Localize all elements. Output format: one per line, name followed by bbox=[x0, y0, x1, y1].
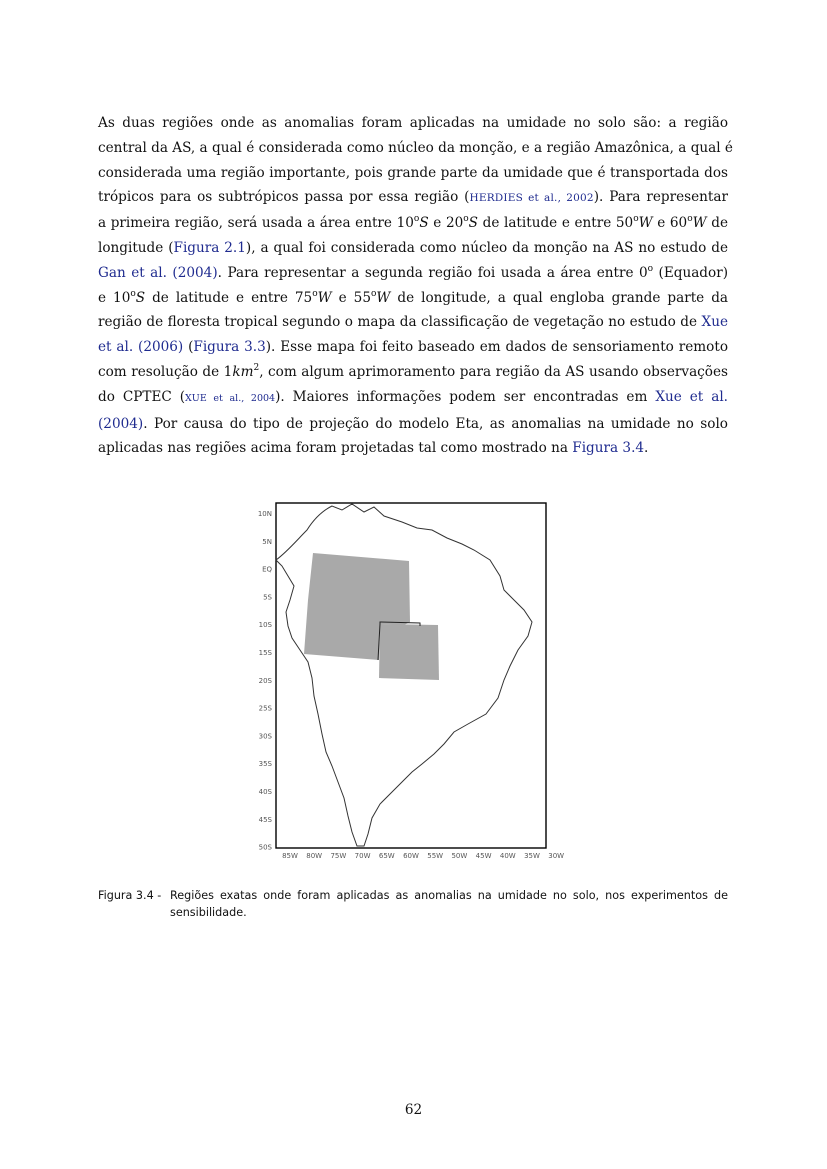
lat-tick-label: 15S bbox=[258, 649, 272, 657]
lat-tick-label: EQ bbox=[262, 565, 272, 574]
lon-tick-label: 55W bbox=[427, 852, 444, 860]
lon-tick-label: 60W bbox=[403, 852, 419, 860]
text-line: região de floresta tropical segundo o mapa da classificação de vegetação no estudo de Xue bbox=[98, 314, 728, 331]
citation-link[interactable]: et al. (2006) bbox=[98, 339, 184, 356]
lat-tick-label: 50S bbox=[258, 843, 272, 852]
lat-tick-label: 5S bbox=[263, 593, 272, 602]
lon-tick-label: 45W bbox=[475, 852, 492, 860]
lon-tick-label: 75W bbox=[330, 852, 347, 860]
figure-link[interactable]: Figura 3.3 bbox=[193, 339, 266, 356]
text-line: considerada uma região importante, pois grande parte da umidade que é transportada dos bbox=[98, 164, 728, 181]
citation-link[interactable]: XUE et al., 2004 bbox=[185, 392, 276, 404]
lat-tick-label: 10S bbox=[258, 621, 272, 630]
lon-tick-label: 30W bbox=[548, 852, 565, 860]
lon-tick-label: 35W bbox=[524, 852, 540, 860]
lat-tick-label: 30S bbox=[258, 732, 272, 741]
text-line: central da AS, a qual é considerada como núcleo da monção, e a região Amazônica, a qual é bbox=[98, 139, 733, 156]
lon-tick-label: 80W bbox=[306, 852, 323, 860]
anomaly-regions-map bbox=[252, 500, 565, 862]
lon-tick-label: 70W bbox=[354, 852, 371, 860]
lat-tick-label: 10N bbox=[257, 510, 272, 518]
text-line: et al. (2006) (Figura 3.3). Esse mapa foi feito baseado em dados de sensoriamento remoto bbox=[98, 339, 728, 356]
caption-label: Figura 3.4 - bbox=[98, 889, 162, 902]
lat-tick-label: 5N bbox=[262, 537, 272, 546]
lat-tick-label: 20S bbox=[258, 676, 272, 685]
lon-tick-label: 40W bbox=[499, 852, 516, 860]
figure-caption bbox=[98, 887, 728, 921]
text-line: longitude (Figura 2.1), a qual foi considerada como núcleo da monção na AS no estudo de bbox=[98, 239, 728, 256]
lat-tick-label: 45S bbox=[258, 815, 272, 824]
citation-link[interactable]: Gan et al. (2004) bbox=[98, 264, 218, 281]
lat-tick-label: 40S bbox=[258, 788, 272, 796]
text-line: aplicadas nas regiões acima foram projetadas tal como mostrado na Figura 3.4. bbox=[98, 440, 649, 457]
citation-link[interactable]: HERDIES et al., 2002 bbox=[469, 192, 594, 205]
lat-tick-label: 25S bbox=[258, 704, 272, 713]
text-line: do CPTEC (XUE et al., 2004). Maiores informações podem ser encontradas em Xue et al. bbox=[98, 388, 728, 405]
page-number: 62 bbox=[404, 1102, 423, 1118]
text-line: trópicos para os subtrópicos passa por essa região (HERDIES et al., 2002). Para representar bbox=[98, 189, 728, 206]
body-paragraph bbox=[98, 111, 733, 461]
figure-link[interactable]: Figura 3.4 bbox=[572, 440, 645, 457]
caption-text: Regiões exatas onde foram aplicadas as anomalias na umidade no solo, nos experimentos de sensibilidade. bbox=[170, 889, 728, 919]
central-region bbox=[379, 624, 439, 680]
lat-tick-label: 35S bbox=[258, 760, 272, 769]
text-line: com resolução de $1km^2$, com algum aprimoramento para região da AS usando observações bbox=[98, 362, 728, 380]
lon-tick-label: 85W bbox=[282, 852, 298, 860]
lon-tick-label: 65W bbox=[378, 852, 395, 860]
text-line: a primeira região, será usada a área entre 10$^o$S e 20$^o$S de latitude e entre 50$^o$W e 60$^o$W de bbox=[98, 214, 728, 232]
lon-tick-label: 50W bbox=[451, 852, 468, 860]
figure-link[interactable]: Figura 2.1 bbox=[173, 239, 246, 256]
citation-link[interactable]: Xue bbox=[701, 314, 728, 331]
citation-link[interactable]: Xue et al. bbox=[655, 388, 728, 405]
text-line: (2004). Por causa do tipo de projeção do modelo Eta, as anomalias na umidade no solo bbox=[98, 415, 728, 432]
citation-link[interactable]: (2004) bbox=[98, 415, 144, 432]
text-line: As duas regiões onde as anomalias foram aplicadas na umidade no solo são: a região bbox=[98, 115, 728, 131]
text-line: Gan et al. (2004). Para representar a segunda região foi usada a área entre 0$^o$ (Equador) bbox=[98, 263, 728, 281]
text-line: e 10$^o$S de latitude e entre 75$^o$W e 55$^o$W de longitude, a qual engloba grande parte da bbox=[98, 288, 729, 306]
